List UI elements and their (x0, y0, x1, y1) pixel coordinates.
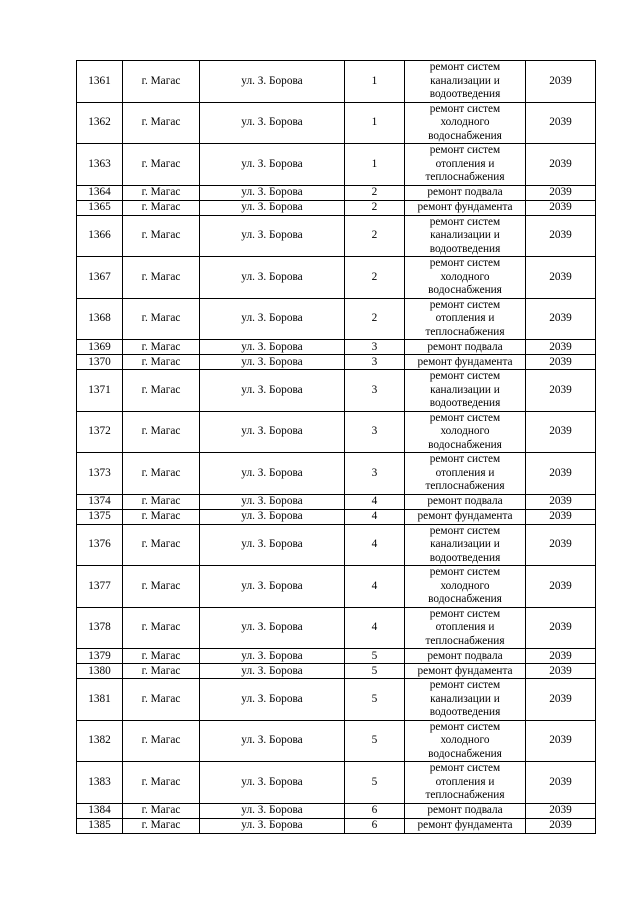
house-number-cell: 5 (345, 679, 405, 721)
work-type-line: ремонт систем (429, 607, 501, 620)
work-type-cell (405, 340, 526, 355)
house-number-cell: 1 (345, 61, 405, 103)
work-type-cell (405, 803, 526, 818)
table-row (77, 144, 596, 186)
work-type-line: ремонт систем (429, 215, 501, 228)
work-type-line: водоснабжения (428, 593, 502, 605)
house-number-cell: 4 (345, 566, 405, 608)
year-cell: 2039 (526, 607, 596, 649)
table-row (77, 298, 596, 340)
table-row (77, 215, 596, 257)
table-row (77, 720, 596, 762)
work-type-line: ремонт систем (429, 679, 501, 691)
work-type-line: ремонт систем (429, 411, 501, 424)
street-cell: ул. З. Борова (200, 818, 345, 833)
year-cell: 2039 (526, 566, 596, 608)
work-type-cell (405, 649, 526, 664)
city-cell: г. Магас (123, 355, 200, 370)
year-cell: 2039 (526, 494, 596, 509)
year-cell: 2039 (526, 298, 596, 340)
work-type-cell (405, 679, 526, 721)
work-type-line: водоснабжения (428, 284, 502, 296)
city-cell: г. Магас (123, 818, 200, 833)
table-row (77, 607, 596, 649)
row-number-cell: 1369 (77, 340, 123, 355)
house-number-cell: 3 (345, 411, 405, 453)
street-cell: ул. З. Борова (200, 509, 345, 524)
house-number-cell: 4 (345, 509, 405, 524)
row-number-cell: 1375 (77, 509, 123, 524)
table-row (77, 524, 596, 566)
work-type-line: водоснабжения (428, 438, 502, 451)
house-number-cell: 2 (345, 257, 405, 299)
city-cell: г. Магас (123, 61, 200, 103)
house-number-cell: 1 (345, 144, 405, 186)
work-type-line: холодного (440, 579, 490, 592)
repair-schedule-table (76, 60, 596, 834)
street-cell: ул. З. Борова (200, 298, 345, 340)
work-type-cell (405, 215, 526, 257)
work-type-line: ремонт подвала (427, 186, 503, 198)
work-type-cell (405, 524, 526, 566)
work-type-line: отопления и (435, 466, 495, 479)
street-cell: ул. З. Борова (200, 453, 345, 495)
city-cell: г. Магас (123, 803, 200, 818)
work-type-line: холодного (440, 116, 490, 128)
house-number-cell: 5 (345, 762, 405, 804)
year-cell: 2039 (526, 762, 596, 804)
work-type-line: теплоснабжения (425, 325, 505, 338)
house-number-cell: 2 (345, 298, 405, 340)
work-type-cell (405, 61, 526, 103)
year-cell: 2039 (526, 355, 596, 370)
work-type-line: отопления и (435, 157, 495, 170)
row-number-cell: 1380 (77, 664, 123, 679)
table-row (77, 664, 596, 679)
work-type-cell (405, 509, 526, 524)
street-cell: ул. З. Борова (200, 720, 345, 762)
street-cell: ул. З. Борова (200, 185, 345, 200)
work-type-line: ремонт фундамента (417, 510, 513, 522)
work-type-line: ремонт подвала (427, 649, 503, 662)
table-row (77, 200, 596, 215)
row-number-cell: 1362 (77, 102, 123, 144)
work-type-line: теплоснабжения (425, 480, 505, 492)
work-type-line: ремонт систем (429, 144, 501, 156)
city-cell: г. Магас (123, 453, 200, 495)
table-row (77, 340, 596, 355)
year-cell: 2039 (526, 679, 596, 721)
work-type-line: ремонт систем (429, 102, 501, 115)
street-cell: ул. З. Борова (200, 664, 345, 679)
year-cell: 2039 (526, 803, 596, 818)
year-cell: 2039 (526, 370, 596, 412)
city-cell: г. Магас (123, 494, 200, 509)
street-cell: ул. З. Борова (200, 494, 345, 509)
city-cell: г. Магас (123, 679, 200, 721)
work-type-line: водоотведения (429, 88, 501, 100)
table-row (77, 257, 596, 299)
city-cell: г. Магас (123, 762, 200, 804)
row-number-cell: 1374 (77, 494, 123, 509)
table-row (77, 185, 596, 200)
table-row (77, 411, 596, 453)
row-number-cell: 1371 (77, 370, 123, 412)
row-number-cell: 1366 (77, 215, 123, 257)
row-number-cell: 1361 (77, 61, 123, 103)
work-type-line: холодного (440, 425, 490, 437)
work-type-cell (405, 607, 526, 649)
street-cell: ул. З. Борова (200, 144, 345, 186)
city-cell: г. Магас (123, 509, 200, 524)
work-type-line: ремонт фундамента (417, 819, 513, 831)
city-cell: г. Магас (123, 298, 200, 340)
year-cell: 2039 (526, 340, 596, 355)
street-cell: ул. З. Борова (200, 679, 345, 721)
year-cell: 2039 (526, 185, 596, 200)
work-type-line: канализации и (430, 229, 500, 241)
house-number-cell: 3 (345, 453, 405, 495)
work-type-cell (405, 185, 526, 200)
work-type-line: холодного (440, 734, 490, 746)
work-type-cell (405, 257, 526, 299)
street-cell: ул. З. Борова (200, 370, 345, 412)
city-cell: г. Магас (123, 411, 200, 453)
street-cell: ул. З. Борова (200, 102, 345, 144)
street-cell: ул. З. Борова (200, 215, 345, 257)
work-type-line: теплоснабжения (425, 171, 505, 183)
house-number-cell: 6 (345, 803, 405, 818)
row-number-cell: 1376 (77, 524, 123, 566)
street-cell: ул. З. Борова (200, 257, 345, 299)
street-cell: ул. З. Борова (200, 340, 345, 355)
house-number-cell: 3 (345, 370, 405, 412)
city-cell: г. Магас (123, 102, 200, 144)
year-cell: 2039 (526, 664, 596, 679)
work-type-cell (405, 102, 526, 144)
table-row (77, 509, 596, 524)
house-number-cell: 5 (345, 649, 405, 664)
year-cell: 2039 (526, 215, 596, 257)
work-type-line: ремонт систем (429, 524, 501, 537)
year-cell: 2039 (526, 411, 596, 453)
work-type-line: ремонт подвала (427, 340, 503, 353)
city-cell: г. Магас (123, 215, 200, 257)
street-cell: ул. З. Борова (200, 607, 345, 649)
table-row (77, 818, 596, 833)
city-cell: г. Магас (123, 649, 200, 664)
work-type-line: канализации и (430, 692, 500, 705)
work-type-cell (405, 453, 526, 495)
work-type-cell (405, 566, 526, 608)
table-row (77, 370, 596, 412)
year-cell: 2039 (526, 200, 596, 215)
street-cell: ул. З. Борова (200, 411, 345, 453)
work-type-cell (405, 355, 526, 370)
city-cell: г. Магас (123, 185, 200, 200)
work-type-line: канализации и (430, 538, 500, 550)
city-cell: г. Магас (123, 257, 200, 299)
work-type-line: теплоснабжения (425, 634, 505, 647)
work-type-cell (405, 411, 526, 453)
city-cell: г. Магас (123, 370, 200, 412)
row-number-cell: 1373 (77, 453, 123, 495)
row-number-cell: 1367 (77, 257, 123, 299)
table-row (77, 566, 596, 608)
work-type-cell (405, 494, 526, 509)
work-type-line: ремонт систем (429, 566, 501, 578)
year-cell: 2039 (526, 61, 596, 103)
work-type-cell (405, 664, 526, 679)
house-number-cell: 5 (345, 664, 405, 679)
table-body (77, 61, 596, 834)
row-number-cell: 1382 (77, 720, 123, 762)
street-cell: ул. З. Борова (200, 762, 345, 804)
work-type-line: отопления и (435, 775, 495, 788)
work-type-cell (405, 762, 526, 804)
row-number-cell: 1364 (77, 185, 123, 200)
row-number-cell: 1377 (77, 566, 123, 608)
work-type-cell (405, 144, 526, 186)
table-row (77, 762, 596, 804)
work-type-line: водоотведения (429, 397, 501, 409)
year-cell: 2039 (526, 509, 596, 524)
house-number-cell: 4 (345, 607, 405, 649)
city-cell: г. Магас (123, 144, 200, 186)
work-type-line: ремонт систем (429, 720, 501, 733)
city-cell: г. Магас (123, 340, 200, 355)
house-number-cell: 3 (345, 340, 405, 355)
table-row (77, 355, 596, 370)
table-row (77, 453, 596, 495)
city-cell: г. Магас (123, 200, 200, 215)
work-type-line: ремонт систем (429, 257, 501, 269)
row-number-cell: 1381 (77, 679, 123, 721)
work-type-cell (405, 720, 526, 762)
table-row (77, 649, 596, 664)
row-number-cell: 1383 (77, 762, 123, 804)
work-type-line: ремонт систем (429, 370, 501, 382)
work-type-line: водоснабжения (428, 129, 502, 142)
work-type-line: канализации и (430, 74, 500, 87)
city-cell: г. Магас (123, 720, 200, 762)
house-number-cell: 5 (345, 720, 405, 762)
table-row (77, 679, 596, 721)
work-type-line: ремонт систем (429, 298, 501, 311)
city-cell: г. Магас (123, 524, 200, 566)
row-number-cell: 1370 (77, 355, 123, 370)
work-type-line: теплоснабжения (425, 789, 505, 801)
house-number-cell: 3 (345, 355, 405, 370)
work-type-line: ремонт подвала (427, 804, 503, 816)
work-type-line: отопления и (435, 312, 495, 324)
table-row (77, 102, 596, 144)
row-number-cell: 1385 (77, 818, 123, 833)
house-number-cell: 1 (345, 102, 405, 144)
row-number-cell: 1378 (77, 607, 123, 649)
year-cell: 2039 (526, 144, 596, 186)
street-cell: ул. З. Борова (200, 649, 345, 664)
work-type-line: отопления и (435, 621, 495, 633)
work-type-cell (405, 818, 526, 833)
work-type-line: ремонт систем (429, 61, 501, 73)
city-cell: г. Магас (123, 607, 200, 649)
street-cell: ул. З. Борова (200, 355, 345, 370)
street-cell: ул. З. Борова (200, 200, 345, 215)
house-number-cell: 4 (345, 524, 405, 566)
table-row (77, 61, 596, 103)
row-number-cell: 1384 (77, 803, 123, 818)
year-cell: 2039 (526, 720, 596, 762)
year-cell: 2039 (526, 453, 596, 495)
row-number-cell: 1365 (77, 200, 123, 215)
year-cell: 2039 (526, 649, 596, 664)
year-cell: 2039 (526, 524, 596, 566)
work-type-line: ремонт систем (429, 453, 501, 465)
work-type-line: водоотведения (429, 242, 501, 255)
row-number-cell: 1372 (77, 411, 123, 453)
street-cell: ул. З. Борова (200, 524, 345, 566)
house-number-cell: 6 (345, 818, 405, 833)
year-cell: 2039 (526, 818, 596, 833)
work-type-cell (405, 370, 526, 412)
house-number-cell: 2 (345, 185, 405, 200)
row-number-cell: 1379 (77, 649, 123, 664)
house-number-cell: 2 (345, 215, 405, 257)
year-cell: 2039 (526, 102, 596, 144)
work-type-line: ремонт систем (429, 762, 501, 774)
work-type-line: ремонт фундамента (417, 355, 513, 368)
street-cell: ул. З. Борова (200, 61, 345, 103)
house-number-cell: 2 (345, 200, 405, 215)
street-cell: ул. З. Борова (200, 566, 345, 608)
work-type-cell (405, 298, 526, 340)
year-cell: 2039 (526, 257, 596, 299)
work-type-line: канализации и (430, 383, 500, 396)
work-type-line: водоснабжения (428, 747, 502, 760)
row-number-cell: 1368 (77, 298, 123, 340)
row-number-cell: 1363 (77, 144, 123, 186)
work-type-line: холодного (440, 270, 490, 283)
work-type-line: водоотведения (429, 551, 501, 564)
table-row (77, 803, 596, 818)
work-type-line: ремонт фундамента (417, 201, 513, 213)
work-type-cell (405, 200, 526, 215)
city-cell: г. Магас (123, 664, 200, 679)
work-type-line: ремонт подвала (427, 495, 503, 507)
city-cell: г. Магас (123, 566, 200, 608)
work-type-line: водоотведения (429, 706, 501, 718)
work-type-line: ремонт фундамента (417, 664, 513, 677)
house-number-cell: 4 (345, 494, 405, 509)
table-row (77, 494, 596, 509)
street-cell: ул. З. Борова (200, 803, 345, 818)
